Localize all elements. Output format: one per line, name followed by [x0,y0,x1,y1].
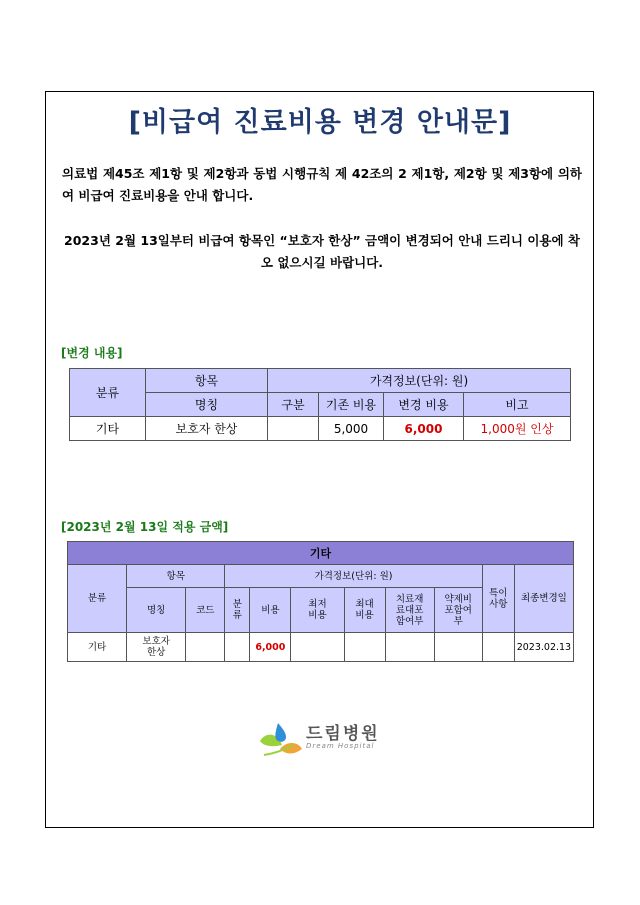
notice-paragraph: 2023년 2월 13일부터 비급여 항목인 “보호자 한상” 금액이 변경되어 안내 드리니 이용에 착오 없으시길 바랍니다. [64,233,580,270]
page-title: [비급여 진료비용 변경 안내문] [128,107,512,138]
cell-name: 보호자 한상 [146,417,268,441]
header-item: 항목 [146,369,268,393]
leaf-icon [280,743,302,754]
header-price-info: 가격정보(단위: 원) [268,369,571,393]
header-max: 최대비용 [344,588,385,633]
change-table [69,368,571,441]
cell-max [344,633,385,662]
header-division: 구분 [268,393,319,417]
cell-last-changed: 2023.02.13 [514,633,573,662]
logo-name: 드림병원 [306,724,380,744]
header-special: 특이사항 [482,565,514,633]
cell-old-cost: 5,000 [319,417,384,441]
applied-table [67,541,574,662]
cell-cost: 6,000 [250,633,291,662]
header-item: 항목 [127,565,225,588]
header-note: 비고 [464,393,571,417]
table-row [70,417,571,441]
cell-code [186,633,225,662]
header-last-changed: 최종변경일 [514,565,573,633]
cell-treatment-material [385,633,434,662]
header-name: 명칭 [127,588,186,633]
cell-new-cost: 6,000 [384,417,464,441]
header-drug: 약제비포함여부 [434,588,482,633]
header-category: 분류 [68,565,127,633]
drop-icon [275,723,286,742]
header-category: 분류 [70,369,146,417]
header-old-cost: 기존 비용 [319,393,384,417]
cell-division [225,633,250,662]
cell-special [482,633,514,662]
header-cost: 비용 [250,588,291,633]
section-applied-title: [2023년 2월 13일 적용 금액] [61,520,229,534]
header-name: 명칭 [146,393,268,417]
cell-category: 기타 [70,417,146,441]
header-price-info: 가격정보(단위: 원) [225,565,482,588]
header-code: 코드 [186,588,225,633]
cell-min [291,633,344,662]
cell-note: 1,000원 인상 [464,417,571,441]
intro-paragraph: 의료법 제45조 제1항 및 제2항과 동법 시행규칙 제 42조의 2 제1항, 제2항 및 제3항에 의하여 비급여 진료비용을 안내 합니다. [62,166,582,203]
logo-subtitle: Dream Hospital [306,742,375,750]
table-caption: 기타 [68,542,574,565]
header-treatment-material: 치료재료대포함여부 [385,588,434,633]
cell-division [268,417,319,441]
section-change-title: [변경 내용] [61,346,123,360]
header-division: 분류 [225,588,250,633]
table-row [68,633,574,662]
header-min: 최저비용 [291,588,344,633]
header-new-cost: 변경 비용 [384,393,464,417]
cell-drug [434,633,482,662]
cell-name: 보호자 한상 [127,633,186,662]
cell-category: 기타 [68,633,127,662]
